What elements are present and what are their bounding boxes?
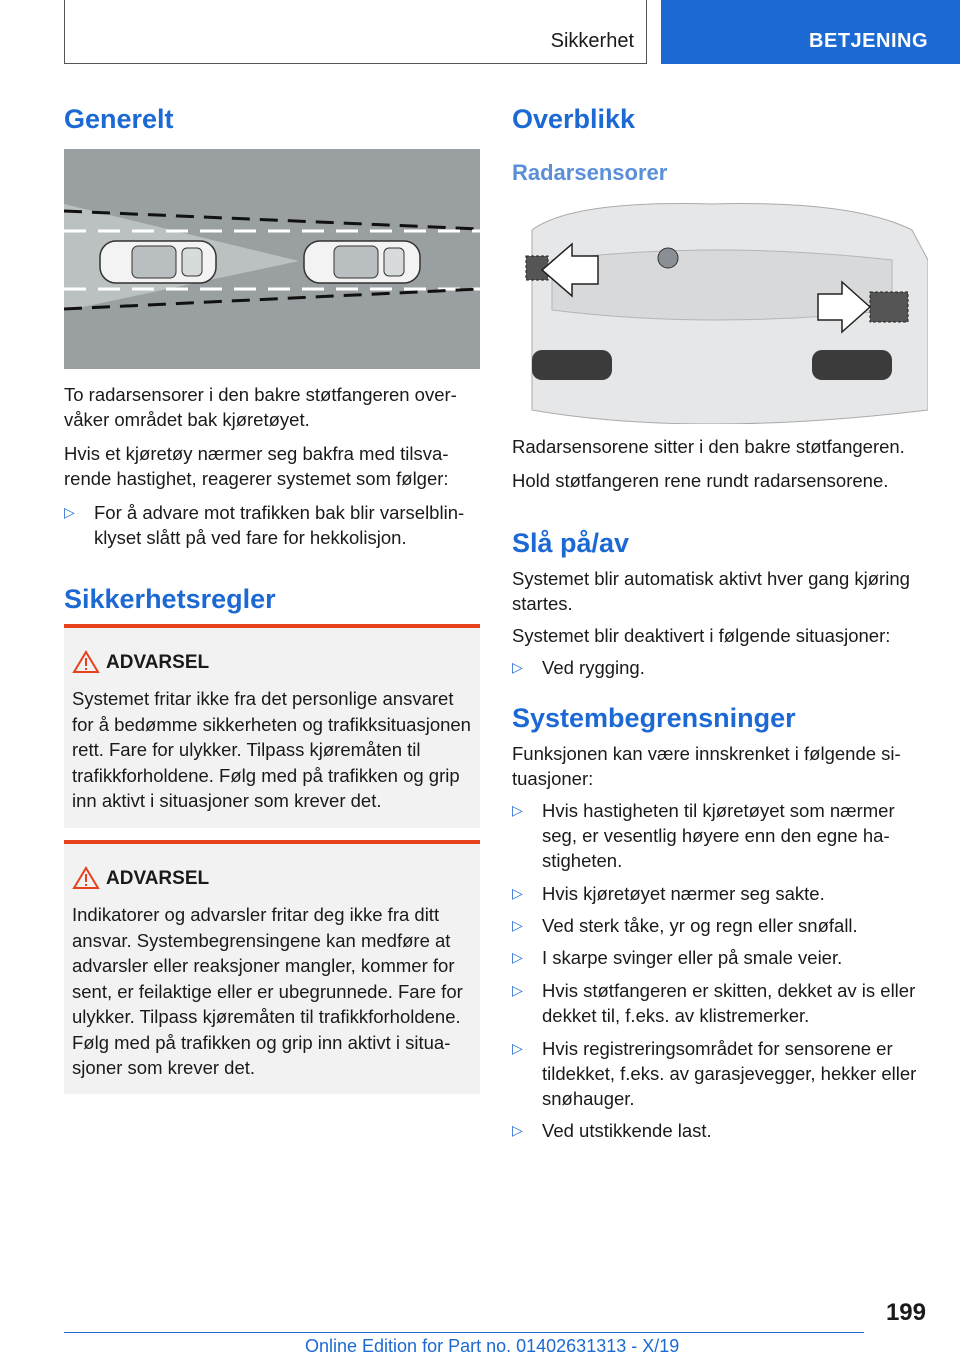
- warning-box-1: [64, 624, 480, 828]
- warning-text: Indikatorer og advarsler fritar deg ikke fra ditt ansvar. Systembegrensingene kan medføre at advarsler eller reaksjoner mangler, kommer for sent, er feilaktige eller er ubegrunnede. Fare for ulykker. Tilpass kjøremåten til trafikkforholdene. Følg med på trafikken og grip inn aktivt i situasjoner som krever det.: [72, 904, 463, 1078]
- heading-generelt: Generelt: [64, 104, 174, 134]
- bullet-triangle-icon: ▷: [512, 917, 523, 933]
- warning-label: ADVARSEL: [106, 652, 210, 673]
- list-item: ▷ For å advare mot trafikken bak blir varselblinklyset slått på ved fare for hekkolisjon.: [64, 502, 465, 548]
- header-chapter-label: BETJENING: [809, 30, 928, 52]
- bullet-triangle-icon: ▷: [512, 885, 523, 901]
- car-radar-illustration: [64, 149, 480, 369]
- footer-edition-text: Online Edition for Part no. 01402631313 - X/19: [305, 1336, 680, 1356]
- warning-text: Systemet fritar ikke fra det personlige ansvaret for å bedømme sikkerheten og trafikksituasjonen rett. Fare for ulykker. Tilpass kjøremåten til trafikkforholdene. Følg med på trafikken og grip inn aktivt i situasjoner som krever det.: [72, 688, 471, 811]
- header-chapter-box: [661, 0, 960, 64]
- bullet-triangle-icon: ▷: [512, 1040, 523, 1056]
- bullet-triangle-icon: ▷: [512, 1122, 523, 1138]
- bullet-triangle-icon: ▷: [512, 802, 523, 818]
- list-item: ▷ Hvis støtfangeren er skitten, dekket av is eller dekket til, f.eks. av klistremerker.: [512, 980, 916, 1026]
- list-item: ▷ Ved utstikkende last.: [512, 1120, 712, 1141]
- warning-label: ADVARSEL: [106, 868, 210, 889]
- list-item: ▷ Ved sterk tåke, yr og regn eller snøfall.: [512, 915, 858, 936]
- list-item: ▷ Hvis registreringsområdet for sensorene er tildekket, f.eks. av garasjevegger, hekker eller snøhauger.: [512, 1038, 917, 1109]
- onoff-text-2: Systemet blir deaktivert i følgende situasjoner:: [512, 625, 891, 646]
- page-number: 199: [885, 1299, 926, 1326]
- header-section-label: Sikkerhet: [550, 30, 634, 52]
- warning-box-2: [64, 840, 480, 1094]
- footer-divider: [64, 1332, 864, 1333]
- car-rear-icon: [304, 241, 420, 283]
- radar-text-1: Radarsensorene sitter i den bakre støtfangeren.: [512, 436, 905, 457]
- list-item: ▷ I skarpe svinger eller på smale veier.: [512, 947, 843, 968]
- rear-bumper-illustration: [512, 200, 928, 424]
- header-section-box: [64, 0, 647, 64]
- warning-triangle-icon: [72, 866, 100, 890]
- generelt-text-2: Hvis et kjøretøy nærmer seg bakfra med tilsvarende hastighet, reagerer systemet som følger:: [64, 443, 449, 489]
- bullet-triangle-icon: ▷: [512, 659, 523, 675]
- list-item: ▷ Ved rygging.: [512, 657, 645, 678]
- list-item: ▷ Hvis kjøretøyet nærmer seg sakte.: [512, 883, 825, 904]
- onoff-text-1: Systemet blir automatisk aktivt hver gang kjøring startes.: [512, 568, 910, 614]
- limits-text-1: Funksjonen kan være innskrenket i følgende situasjoner:: [512, 743, 901, 789]
- list-item: ▷ Hvis hastigheten til kjøretøyet som nærmer seg, er vesentlig høyere enn den egne hastigheten.: [512, 800, 895, 871]
- heading-systembegrensninger: Systembegrensninger: [512, 703, 796, 733]
- bullet-triangle-icon: ▷: [512, 949, 523, 965]
- warning-triangle-icon: [72, 650, 100, 674]
- heading-sla-pa-av: Slå på/av: [512, 528, 630, 558]
- generelt-text-1: To radarsensorer i den bakre støtfangeren overvåker området bak kjøretøyet.: [64, 384, 457, 430]
- heading-overblikk: Overblikk: [512, 104, 636, 134]
- radar-text-2: Hold støtfangeren rene rundt radarsensorene.: [512, 470, 889, 491]
- heading-radarsensorer: Radarsensorer: [512, 160, 668, 185]
- bullet-triangle-icon: ▷: [64, 504, 75, 520]
- bullet-triangle-icon: ▷: [512, 982, 523, 998]
- heading-sikkerhetsregler: Sikkerhetsregler: [64, 584, 276, 614]
- car-front-icon: [100, 241, 216, 283]
